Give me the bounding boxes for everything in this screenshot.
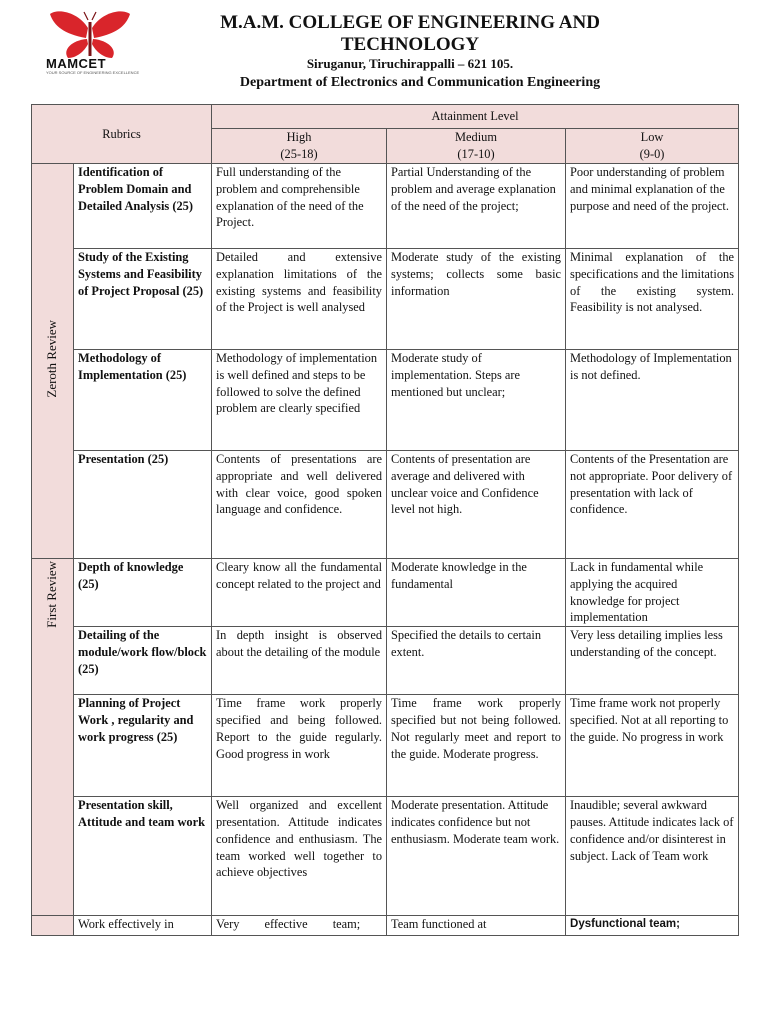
table-row [32, 627, 739, 695]
zeroth-review-label: Zeroth Review [32, 164, 74, 559]
criterion-cell: Identification of Problem Domain and Detailed Analysis (25) [74, 164, 212, 249]
high-cell: Well organized and excellent presentation. Attitude indicates confidence and enthusiasm. The team worked well together to achieve objectives [212, 797, 387, 916]
table-row [32, 916, 739, 936]
attainment-level-header: Attainment Level [212, 105, 739, 129]
medium-cell: Specified the details to certain extent. [387, 627, 566, 695]
criterion-cell: Presentation (25) [74, 451, 212, 559]
low-cell: Minimal explanation of the specifications and the limitations of the existing system. Feasibility is not analysed. [566, 249, 739, 350]
document-header [0, 0, 768, 92]
low-cell: Very less detailing implies less understanding of the concept. [566, 627, 739, 695]
table-row [32, 249, 739, 350]
criterion-cell: Work effectively in [74, 916, 212, 936]
medium-cell: Moderate presentation. Attitude indicates confidence but not enthusiasm. Moderate team work. [387, 797, 566, 916]
low-cell: Dysfunctional team; [566, 916, 739, 936]
table-row [32, 695, 739, 797]
rubrics-header: Rubrics [32, 105, 212, 164]
medium-cell: Moderate knowledge in the fundamental [387, 559, 566, 627]
medium-cell: Moderate study of implementation. Steps are mentioned but unclear; [387, 350, 566, 451]
table-row [32, 164, 739, 249]
high-cell: Contents of presentations are appropriate and well delivered with clear voice, good spoken language and confidence. [212, 451, 387, 559]
high-cell: Full understanding of the problem and comprehensible explanation of the need of the Project. [212, 164, 387, 249]
low-cell: Time frame work not properly specified. Not at all reporting to the guide. No progress in work [566, 695, 739, 797]
first-review-label: First Review [32, 559, 74, 916]
high-cell: Detailed and extensive explanation limitations of the existing systems and feasibility of the Project is well analysed [212, 249, 387, 350]
level-medium-header: Medium (17-10) [387, 129, 566, 164]
criterion-cell: Methodology of Implementation (25) [74, 350, 212, 451]
criterion-cell: Study of the Existing Systems and Feasibility of Project Proposal (25) [74, 249, 212, 350]
high-cell: Time frame work properly specified and being followed. Report to the guide regularly. Good progress in work [212, 695, 387, 797]
table-row [32, 797, 739, 916]
level-low-header: Low (9-0) [566, 129, 739, 164]
logo-wordmark: MAMCET [46, 56, 107, 71]
low-cell: Lack in fundamental while applying the acquired knowledge for project implementation [566, 559, 739, 627]
table-row [32, 350, 739, 451]
medium-cell: Team functioned at [387, 916, 566, 936]
department-name: Department of Electronics and Communication Engineering [239, 75, 601, 90]
medium-cell: Time frame work properly specified but not being followed. Not regularly meet and report to the guide. Moderate progress. [387, 695, 566, 797]
criterion-cell: Detailing of the module/work flow/block (25) [74, 627, 212, 695]
rubrics-table [31, 104, 739, 936]
logo-tagline: YOUR SOURCE OF ENGINEERING EXCELLENCE [46, 70, 140, 75]
medium-cell: Moderate study of the existing systems; collects some basic information [387, 249, 566, 350]
low-cell: Methodology of Implementation is not defined. [566, 350, 739, 451]
medium-cell: Contents of presentation are average and delivered with unclear voice and Confidence level not high. [387, 451, 566, 559]
low-cell: Poor understanding of problem and minimal explanation of the purpose and need of the project. [566, 164, 739, 249]
criterion-cell: Depth of knowledge (25) [74, 559, 212, 627]
level-high-header: High (25-18) [212, 129, 387, 164]
medium-cell: Partial Understanding of the problem and average explanation of the need of the project; [387, 164, 566, 249]
low-cell: Contents of the Presentation are not appropriate. Poor delivery of presentation with lack of confidence. [566, 451, 739, 559]
table-row [32, 559, 739, 627]
low-cell: Inaudible; several awkward pauses. Attitude indicates lack of confidence and/or disinterest in subject. Lack of Team work [566, 797, 739, 916]
college-address: Siruganur, Tiruchirappalli – 621 105. [306, 56, 514, 71]
next-review-label [32, 916, 74, 936]
criterion-cell: Planning of Project Work , regularity and work progress (25) [74, 695, 212, 797]
high-cell: Very effective team; [212, 916, 387, 936]
high-cell: In depth insight is observed about the detailing of the module [212, 627, 387, 695]
table-row [32, 451, 739, 559]
high-cell: Cleary know all the fundamental concept related to the project and [212, 559, 387, 627]
college-name: M.A.M. COLLEGE OF ENGINEERING AND TECHNOLOGY [220, 12, 600, 55]
criterion-cell: Presentation skill, Attitude and team work [74, 797, 212, 916]
high-cell: Methodology of implementation is well defined and steps to be followed to solve the defined problem are clearly specified [212, 350, 387, 451]
